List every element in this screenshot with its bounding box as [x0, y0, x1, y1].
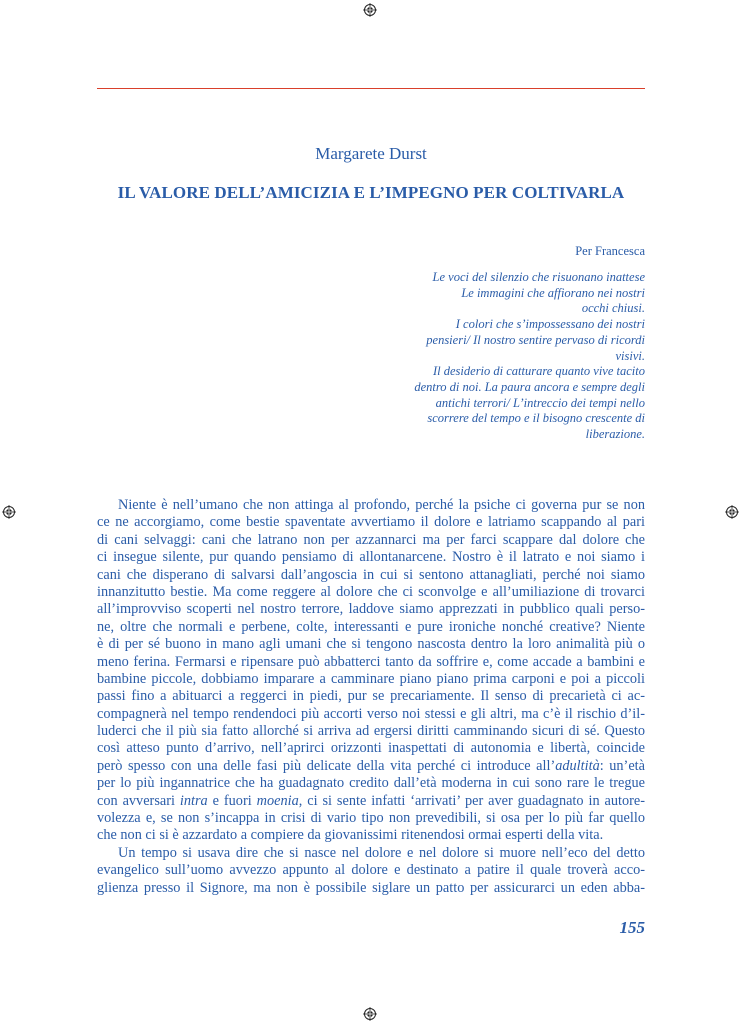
body-line — [97, 758, 645, 775]
author-name: Margarete Durst — [315, 144, 427, 163]
body-line: meno ferina. Fermarsi e ripensare può abbatterci tanto da soffrire e, come accade a bambini e — [97, 653, 645, 670]
body-text-segment: : un’età — [599, 757, 645, 774]
body-line: innanzitutto bestie. Ma come reggere al dolore che ci sconvolge e all’umiliazione di trovarci — [97, 583, 645, 600]
body-line: luderci che il più sia fatto allorché si arriva ad ergersi diritti camminando sicuri di sé. Questo — [97, 723, 645, 740]
epigraph-line: liberazione. — [585, 427, 645, 442]
body-text-segment: però spesso con una delle fasi più delicate della vita perché ci introduce all’ — [97, 757, 556, 774]
body-line: evangelico sull’uomo avvezzo appunto al dolore e destinato a patire il quale troverà acco- — [97, 862, 645, 879]
epigraph-line: I colori che s’impossessano dei nostri — [455, 317, 645, 332]
body-line: per lo più ingannatrice che ha guadagnato credito dall’età moderna in cui sono rare le tregue — [97, 775, 645, 792]
epigraph-line: Le immagini che affiorano nei nostri — [461, 285, 645, 300]
body-line: così atteso punto d’arrivo, nell’aprirci orizzonti inaspettati di autonomia e libertà, coincide — [97, 740, 645, 757]
epigraph-line: pensieri/ Il nostro sentire pervaso di ricordi — [426, 332, 645, 347]
body-line: che non ci si è azzardato a compiere da giovanissimi ritenendosi ormai esperti della vita. — [97, 827, 604, 844]
body-text — [97, 497, 645, 897]
body-line: è di per sé buono in mano agli umani che si tengono nascosta dentro la loro animalità più o — [97, 636, 645, 653]
epigraph-line: scorrere del tempo e il bisogno crescente di — [427, 411, 645, 426]
body-text-segment: e fuori — [207, 792, 257, 809]
page-number: 155 — [619, 918, 645, 937]
body-line — [97, 793, 645, 810]
epigraph-line: Le voci del silenzio che risuonano inattese — [432, 270, 645, 284]
registration-mark-right-icon — [725, 505, 739, 519]
article-title: IL VALORE DELL’AMICIZIA E L’IMPEGNO PER COLTIVARLA — [117, 183, 625, 202]
epigraph-line: antichi terrori/ L’intreccio dei tempi nello — [435, 395, 645, 410]
epigraph-line: dentro di noi. La paura ancora e sempre degli — [414, 379, 645, 394]
body-line: ce ne accorgiamo, come bestie spaventate avvertiamo il dolore e latriamo scappando al pari — [97, 514, 645, 531]
epigraph-line: Il desiderio di catturare quanto vive tacito — [433, 364, 645, 379]
registration-mark-left-icon — [2, 505, 16, 519]
dedication: Per Francesca — [575, 244, 645, 258]
body-line: volezza e, se non s’incappa in crisi di vario tipo non prevedibili, si osa per lo più far quello — [97, 810, 645, 827]
italic-term: intra — [179, 792, 208, 809]
registration-mark-bottom-icon — [363, 1007, 377, 1021]
body-line: Niente è nell’umano che non attinga al profondo, perché la psiche ci governa pur se non — [118, 497, 645, 513]
epigraph — [385, 270, 645, 443]
italic-term: moenia — [256, 792, 299, 809]
italic-term: adultità — [555, 757, 600, 774]
body-line: all’improvviso scoperti nel nostro terrore, laddove siamo apprezzati in pubblico quali perso- — [97, 601, 645, 618]
body-line: Un tempo si usava dire che si nasce nel dolore e nel dolore si muore nell’eco del detto — [118, 844, 645, 861]
body-line: glienza presso il Signore, ma non è possibile siglare un patto per assicurarci un eden abba- — [97, 879, 645, 896]
body-text-segment: con avversari — [97, 792, 180, 809]
registration-mark-top-icon — [363, 3, 377, 17]
body-text-segment: , ci si sente infatti ‘arrivati’ per aver guadagnato in autore- — [298, 792, 646, 809]
body-line: ci insegue silente, pur quando pensiamo di allontanarcene. Nostro è il latrato e noi siamo i — [97, 549, 645, 566]
header-rule — [97, 88, 645, 89]
epigraph-line: occhi chiusi. — [581, 301, 645, 316]
body-line: passi fino a abituarci a reggerci in piedi, pur se precariamente. Il senso di precarietà ci ac- — [97, 688, 645, 705]
body-line: compagnerà nel tempo rendendoci più accorti verso noi stessi e gli altri, ma c’è il rischio d’il- — [97, 705, 645, 722]
body-line: di cani selvaggi: cani che latrano non per azzannarci ma per farci scappare dal dolore che — [97, 531, 645, 548]
epigraph-line: visivi. — [615, 348, 645, 363]
body-line: cani che disperano di salvarsi dall’angoscia in cui si sentono attanagliati, perché noi siamo — [97, 566, 645, 583]
body-line: ne, oltre che normali e perbene, colte, interessanti e pure ironiche nonché creative? Niente — [97, 618, 645, 635]
body-line: bambine piccole, dobbiamo imparare a camminare piano piano prima carponi e poi a piccoli — [97, 670, 645, 687]
